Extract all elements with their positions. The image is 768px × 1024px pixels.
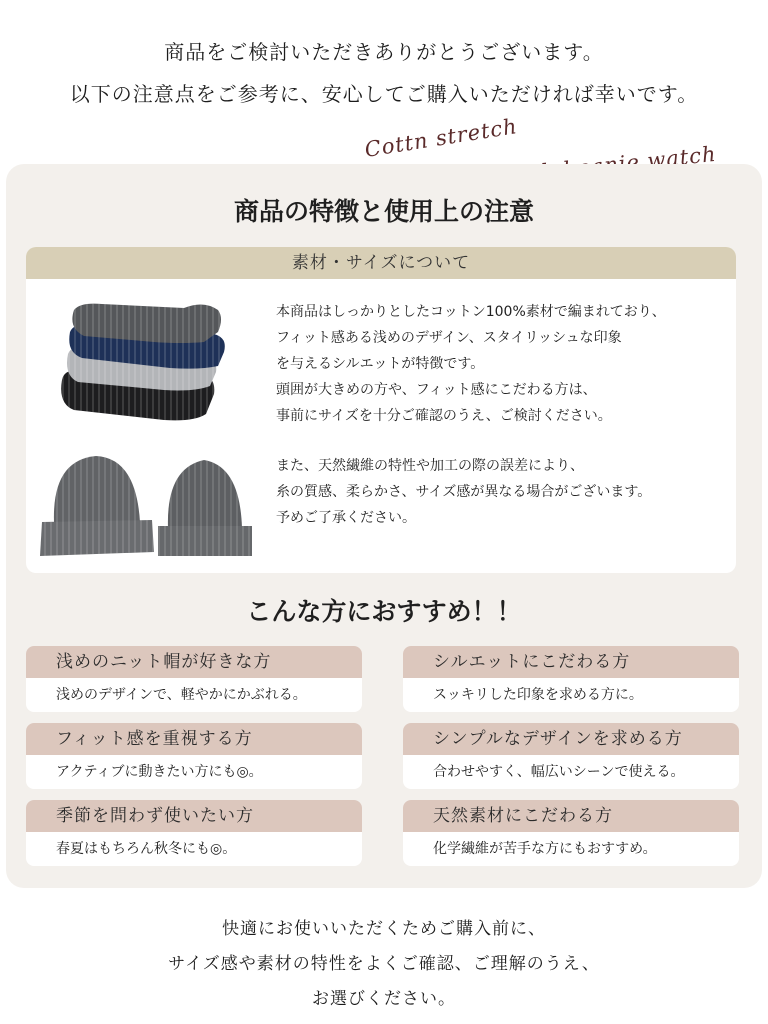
recommend-card-text: アクティブに動きたい方にも◎。 bbox=[56, 764, 263, 780]
material-paragraph-1 bbox=[276, 299, 666, 429]
para2-line: 予めご了承ください。 bbox=[276, 510, 416, 526]
outro-line-2: サイズ感や素材の特性をよくご確認、ご理解のうえ、 bbox=[168, 954, 600, 974]
recommend-card bbox=[403, 723, 739, 789]
recommend-card bbox=[26, 723, 362, 789]
script-title-line-1: Cottn stretch bbox=[363, 114, 520, 162]
material-paragraph-2 bbox=[276, 453, 651, 531]
intro-line-1: 商品をご検討いただきありがとうございます。 bbox=[164, 40, 604, 64]
recommend-card-heading: 浅めのニット帽が好きな方 bbox=[26, 646, 362, 678]
recommend-card-heading: フィット感を重視する方 bbox=[26, 723, 362, 755]
recommend-card-heading: 季節を問わず使いたい方 bbox=[26, 800, 362, 832]
recommend-card bbox=[26, 646, 362, 712]
recommend-card bbox=[403, 800, 739, 866]
recommend-card-text: 春夏はもちろん秋冬にも◎。 bbox=[56, 841, 237, 857]
recommend-card bbox=[403, 646, 739, 712]
para2-line: 糸の質感、柔らかさ、サイズ感が異なる場合がございます。 bbox=[276, 484, 652, 500]
para1-line: 頭囲が大きめの方や、フィット感にこだわる方は、 bbox=[276, 382, 597, 398]
stacked-beanies-image bbox=[54, 298, 230, 426]
recommend-card bbox=[26, 800, 362, 866]
recommend-title: こんな方におすすめ！！ bbox=[246, 597, 522, 626]
recommend-card-heading: シンプルなデザインを求める方 bbox=[403, 723, 739, 755]
para1-line: 事前にサイズを十分ご確認のうえ、ご検討ください。 bbox=[276, 408, 612, 424]
material-size-heading: 素材・サイズについて bbox=[26, 247, 736, 279]
recommend-card-heading: 天然素材にこだわる方 bbox=[403, 800, 739, 832]
intro-line-2: 以下の注意点をご参考に、安心してご購入いただければ幸いです。 bbox=[69, 82, 699, 106]
recommend-card-text: スッキリした印象を求める方に。 bbox=[433, 687, 643, 703]
para1-line: フィット感ある浅めのデザイン、スタイリッシュな印象 bbox=[276, 330, 622, 346]
recommend-card-heading: シルエットにこだわる方 bbox=[403, 646, 739, 678]
outro-line-3: お選びください。 bbox=[312, 989, 456, 1009]
recommend-card-text: 合わせやすく、幅広いシーンで使える。 bbox=[433, 764, 685, 780]
para1-line: を与えるシルエットが特徴です。 bbox=[276, 356, 485, 372]
outro-line-1: 快適にお使いいただくためご購入前に、 bbox=[222, 919, 546, 939]
para1-line: 本商品はしっかりとしたコットン100%素材で編まれており、 bbox=[276, 304, 666, 320]
recommend-card-text: 浅めのデザインで、軽やかにかぶれる。 bbox=[56, 687, 307, 703]
features-title: 商品の特徴と使用上の注意 bbox=[233, 197, 534, 226]
para2-line: また、天然繊維の特性や加工の際の誤差により、 bbox=[276, 458, 584, 474]
grey-beanies-image bbox=[36, 452, 260, 564]
recommend-card-text: 化学繊維が苦手な方にもおすすめ。 bbox=[433, 841, 657, 857]
